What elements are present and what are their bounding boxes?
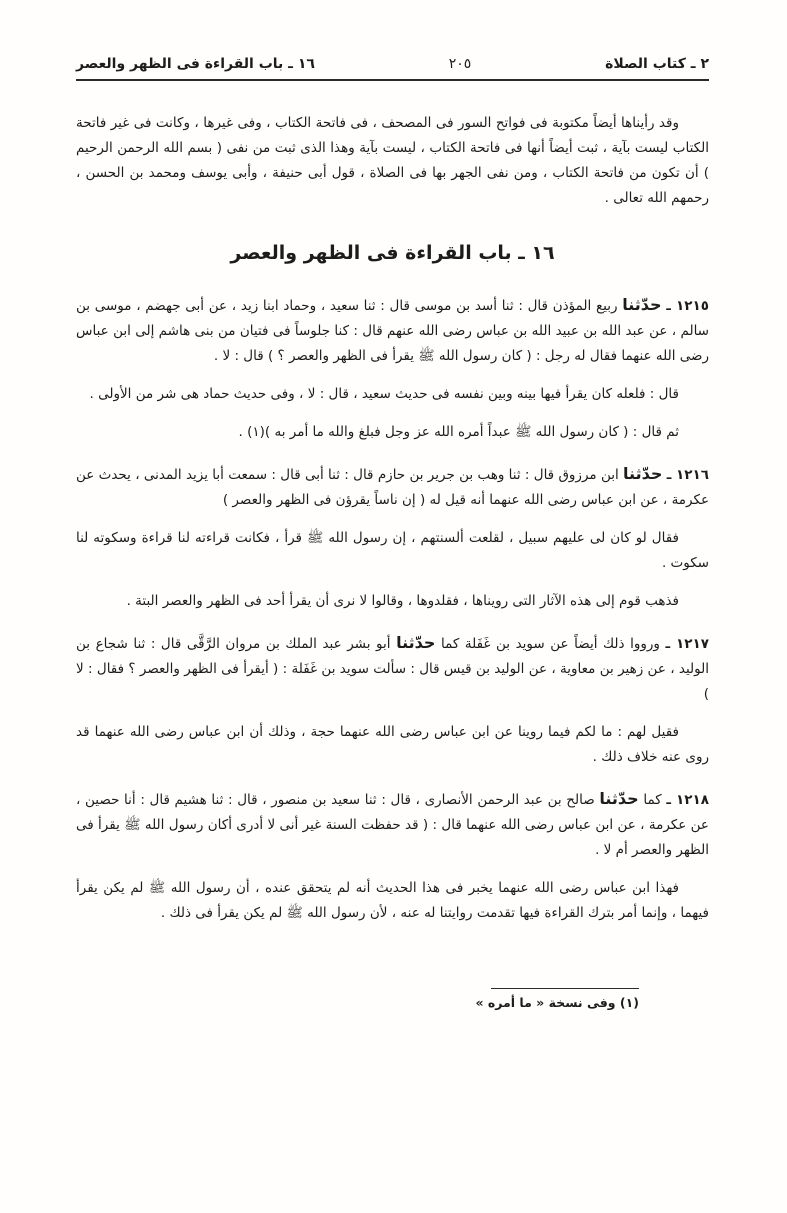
intro-paragraph: وقد رأيناها أيضاً مكتوبة فى فواتح السور فى المصحف ، فى فاتحة الكتاب ، وفى غيرها ، وكانت فى غير فاتحة الكتاب ليست بآية ، ثبت أيضاً أنها فى فاتحة الكتاب ، ليست بآية وهذا الذى ثبت من نفى ( بسم الله الرحمن الرحيم ) أن تكون من فاتحة الكتاب ، ومن نفى الجهر بها فى الصلاة ، قول أبى حنيفة ، وأبى يوسف ومحمد بن الحسن ، رحمهم الله تعالى .	[76, 115, 709, 206]
comment-paragraph-2: فقيل لهم : ما لكم فيما روينا عن ابن عباس رضى الله عنهما حجة ، وذلك أن ابن عباس رضى الله عنهما قد روى عنه خلاف ذلك .	[76, 724, 709, 765]
footnote-rule	[491, 988, 639, 989]
hadith-1218	[76, 786, 709, 863]
footnote-area	[475, 988, 639, 1010]
hadith-1216	[76, 461, 709, 513]
comment-paragraph-1: فذهب قوم إلى هذه الآثار التى رويناها ، فقلدوها ، وقالوا لا نرى أن يقرأ أحد فى الظهر والعصر البتة .	[126, 593, 679, 609]
then-said-paragraph: ثم قال : ( كان رسول الله ﷺ عبداً أمره الله عز وجل فبلغ والله ما أمر به )(١) .	[238, 424, 679, 440]
haddathana-word: حدّثنا	[623, 464, 663, 483]
header-chapter-title: ١٦ ـ باب القراءة فى الظهر والعصر	[76, 56, 315, 72]
haddathana-word: حدّثنا	[396, 633, 436, 652]
hadith-text: ربيع المؤذن قال : ثنا أسد بن موسى قال : ثنا سعيد ، وحماد ابنا زيد ، عن أبى جهضم ، موسى بن سالم ، عن عبد الله بن عبيد الله بن عباس رضى الله عنهم قال : كنا جلوساً فى فتيان من بنى هاشم إلى ابن عباس رضى الله عنهما فقال له رجل : ( كان رسول الله ﷺ يقرأ فى الظهر والعصر ؟ ) قال : لا .	[76, 298, 709, 364]
header-book-title: ٢ ـ كتاب الصلاة	[605, 56, 709, 72]
reply-1215: قال : فلعله كان يقرأ فيها بينه وبين نفسه فى حديث سعيد ، قال : لا ، وفى حديث حماد هى شر من الأولى .	[89, 386, 679, 402]
hadith-text: صالح بن عبد الرحمن الأنصارى ، قال : ثنا سعيد بن منصور ، قال : ثنا هشيم قال : أنا حصين ، عن عكرمة ، عن ابن عباس رضى الله عنهما قال : ( قد حفظت السنة غير أنى لا أدرى أكان رسول الله ﷺ يقرأ فى الظهر والعصر أم لا .	[76, 792, 709, 858]
hadith-number: ١٢١٧ ـ	[665, 636, 710, 652]
header-rule	[76, 79, 709, 81]
comment-paragraph-3: فهذا ابن عباس رضى الله عنهما يخبر فى هذا الحديث أنه لم يتحقق عنده ، أن رسول الله ﷺ لم يكن يقرأ فيهما ، وإنما أمر بترك القراءة فيها تقدمت روايتنا له عنه ، لأن رسول الله ﷺ لم يكن يقرأ فى ذلك .	[76, 880, 709, 921]
page-number: ٢٠٥	[448, 56, 472, 72]
hadith-text: ابن مرزوق قال : ثنا وهب بن جرير بن حازم قال : ثنا أبى قال : سمعت أبا يزيد المدنى ، يحدث عن عكرمة ، عن ابن عباس رضى الله عنهما أنه قيل له ( إن ناساً يقرؤن فى الظهر والعصر )	[76, 467, 709, 508]
hadith-number: ١٢١٦ ـ	[666, 467, 709, 483]
footnote: (١) وفى نسخة « ما أمره »	[475, 995, 639, 1010]
hadith-pre-text: كما	[643, 792, 662, 808]
reply-1216: فقال لو كان لى عليهم سبيل ، لقلعت ألسنتهم ، إن رسول الله ﷺ قرأ ، فكانت قراءته لنا قراءة وسكوته لنا سكوت .	[76, 530, 709, 571]
hadith-number: ١٢١٥ ـ	[666, 298, 709, 314]
hadith-number: ١٢١٨ ـ	[666, 792, 709, 808]
hadith-pre-text: ورووا ذلك أيضاً عن سويد بن غَفَلة كما	[440, 636, 660, 652]
page-header	[76, 56, 709, 72]
haddathana-word: حدّثنا	[622, 295, 662, 314]
chapter-heading: ١٦ ـ باب القراءة فى الظهر والعصر	[230, 242, 555, 264]
haddathana-word: حدّثنا	[599, 789, 639, 808]
page-body	[76, 111, 709, 926]
hadith-1217	[76, 630, 709, 707]
hadith-text: أبو بشر عبد الملك بن مروان الرَّقَّى قال : ثنا شجاع بن الوليد ، عن زهير بن معاوية ، عن الوليد بن قيس قال : سألت سويد بن غَفَلة : ( أيقرأ فى الظهر والعصر ؟ فقال : لا )	[76, 636, 709, 702]
hadith-1215	[76, 292, 709, 369]
